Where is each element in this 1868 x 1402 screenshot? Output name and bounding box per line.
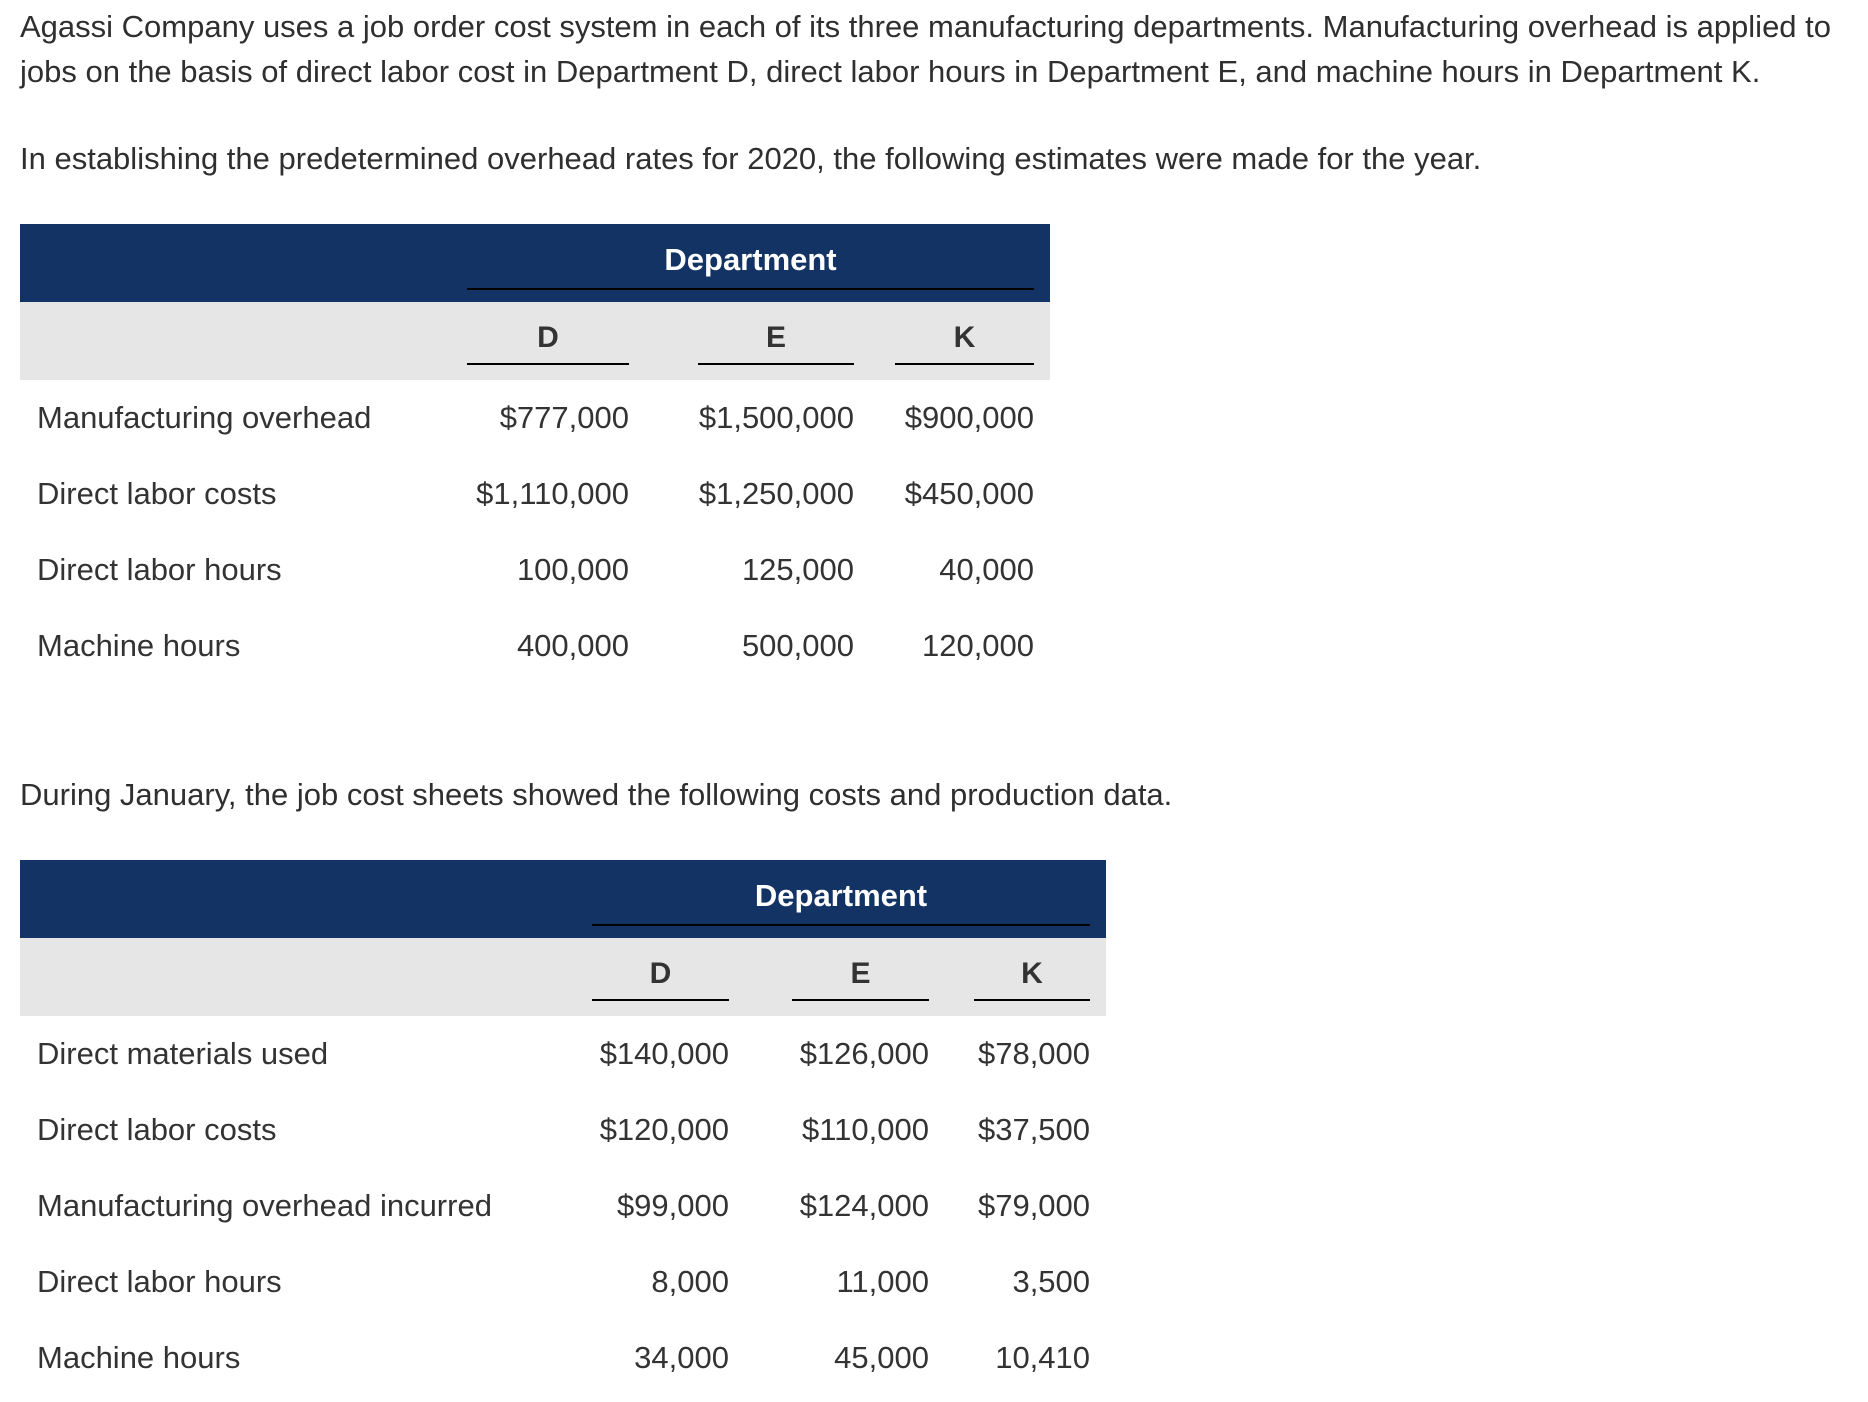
row-label: Manufacturing overhead xyxy=(37,400,372,435)
column-header-k: K xyxy=(895,317,1034,365)
cell-value: $450,000 xyxy=(904,476,1035,511)
january-table xyxy=(20,860,1106,1396)
cell-value: 45,000 xyxy=(834,1340,929,1375)
column-header-e: E xyxy=(792,953,929,1001)
january-intro-paragraph: During January, the job cost sheets showed the following costs and production data. xyxy=(20,777,1173,812)
table-row xyxy=(20,1092,1106,1168)
table-row xyxy=(20,380,1050,456)
cell-value: $126,000 xyxy=(799,1036,929,1071)
cell-value: $99,000 xyxy=(616,1188,729,1223)
cell-value: 34,000 xyxy=(634,1340,729,1375)
row-label: Direct labor costs xyxy=(37,476,277,511)
cell-value: $78,000 xyxy=(977,1036,1091,1071)
cell-value: 10,410 xyxy=(995,1340,1091,1375)
estimates-intro-paragraph: In establishing the predetermined overhead rates for 2020, the following estimates were made for the year. xyxy=(20,141,1482,176)
table-row xyxy=(20,1168,1106,1244)
table-row xyxy=(20,608,1050,684)
cell-value: 400,000 xyxy=(516,628,629,663)
row-label: Machine hours xyxy=(37,1340,241,1375)
cell-value: $1,110,000 xyxy=(476,476,629,511)
cell-value: $900,000 xyxy=(904,400,1035,435)
cell-value: $37,500 xyxy=(977,1112,1091,1147)
row-label: Direct labor costs xyxy=(37,1112,277,1147)
row-label: Machine hours xyxy=(37,628,241,663)
department-header: Department xyxy=(592,872,1090,926)
cell-value: $140,000 xyxy=(599,1036,729,1071)
cell-value: 8,000 xyxy=(651,1264,729,1299)
table-row xyxy=(20,532,1050,608)
cell-value: $124,000 xyxy=(799,1188,929,1223)
cell-value: 120,000 xyxy=(921,628,1035,663)
cell-value: 40,000 xyxy=(939,552,1035,587)
cell-value: 125,000 xyxy=(741,552,854,587)
january-department-header-row xyxy=(20,860,1106,938)
estimates-department-header-row xyxy=(20,224,1050,302)
row-label: Direct labor hours xyxy=(37,1264,282,1299)
department-header: Department xyxy=(467,236,1034,290)
cell-value: 11,000 xyxy=(836,1264,929,1299)
intro-paragraph: Agassi Company uses a job order cost system in each of its three manufacturing departments. Manufacturing overhead is applied to jobs on the basis of direct labor cost in Department D, direct labor hours in Department E, and machine hours in Department K. xyxy=(20,9,1832,89)
cell-value: $79,000 xyxy=(977,1188,1091,1223)
cell-value: $1,500,000 xyxy=(698,400,854,435)
table-row xyxy=(20,456,1050,532)
january-column-header-row xyxy=(20,938,1106,1016)
column-header-k: K xyxy=(974,953,1090,1001)
row-label: Direct labor hours xyxy=(37,552,282,587)
row-label: Manufacturing overhead incurred xyxy=(37,1188,492,1223)
cell-value: $777,000 xyxy=(499,400,629,435)
column-header-d: D xyxy=(592,953,729,1001)
table-row xyxy=(20,1244,1106,1320)
column-header-d: D xyxy=(467,317,629,365)
estimates-table xyxy=(20,224,1050,684)
row-label: Direct materials used xyxy=(37,1036,329,1071)
cell-value: $1,250,000 xyxy=(698,476,854,511)
cell-value: 500,000 xyxy=(741,628,854,663)
cell-value: $120,000 xyxy=(599,1112,729,1147)
cell-value: $110,000 xyxy=(802,1112,929,1147)
column-header-e: E xyxy=(698,317,854,365)
estimates-column-header-row xyxy=(20,302,1050,380)
cell-value: 3,500 xyxy=(1012,1264,1091,1299)
table-row xyxy=(20,1016,1106,1092)
table-row xyxy=(20,1320,1106,1396)
cell-value: 100,000 xyxy=(516,552,629,587)
